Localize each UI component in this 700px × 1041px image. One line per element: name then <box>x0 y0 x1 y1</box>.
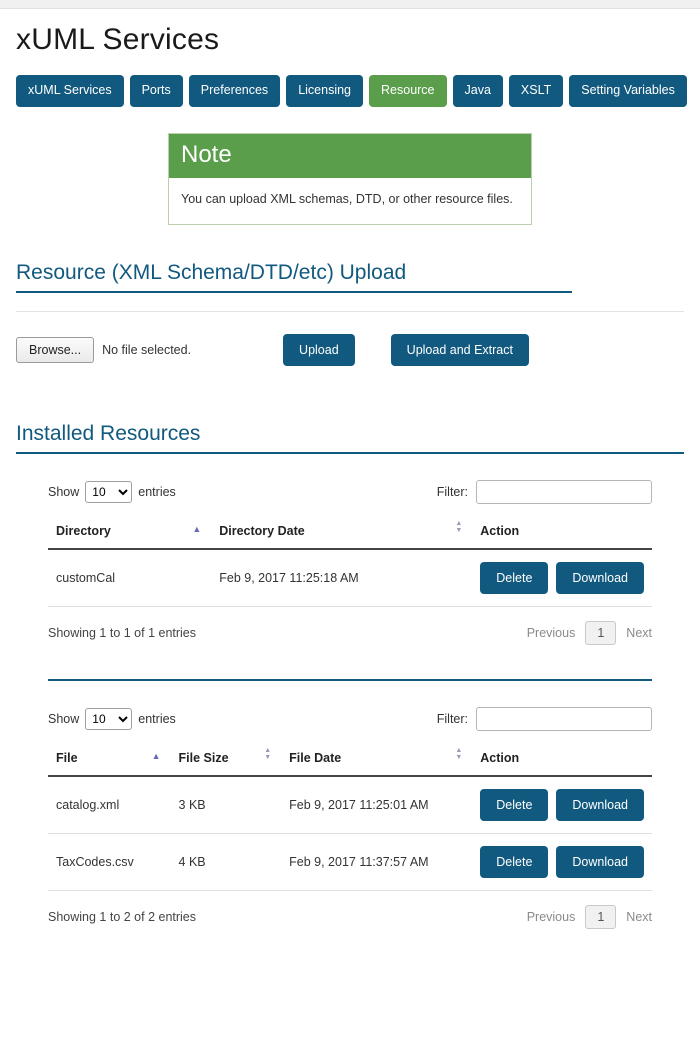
file-table <box>48 745 652 891</box>
directory-entries-select[interactable] <box>85 481 132 503</box>
directory-filter-label: Filter: <box>436 485 468 500</box>
directory-previous-button[interactable]: Previous <box>526 626 576 641</box>
tab-ports[interactable]: Ports <box>130 75 183 107</box>
table-row <box>48 776 652 834</box>
file-action-group <box>480 846 644 878</box>
file-entries-info: Showing 1 to 2 of 2 entries <box>48 910 197 925</box>
directory-table-footer <box>16 607 684 645</box>
directory-col-action: Action <box>472 518 652 549</box>
window-top-bar <box>0 0 700 9</box>
file-cell-action <box>472 834 652 891</box>
download-button[interactable]: Download <box>556 846 644 878</box>
file-previous-button[interactable]: Previous <box>526 910 576 925</box>
tab-java[interactable]: Java <box>453 75 503 107</box>
file-table-footer <box>16 891 684 929</box>
section-divider <box>48 679 652 681</box>
file-page-1-button[interactable]: 1 <box>585 905 616 929</box>
browse-button[interactable]: Browse... <box>16 337 94 363</box>
tab-resource[interactable]: Resource <box>369 75 447 107</box>
page-title: xUML Services <box>16 23 220 56</box>
tab-bar <box>16 75 684 107</box>
note-box <box>168 133 532 225</box>
directory-col-directory[interactable]: Directory ▲ <box>48 518 211 549</box>
delete-button[interactable]: Delete <box>480 789 548 821</box>
directory-show-label: Show <box>48 485 80 500</box>
directory-next-button[interactable]: Next <box>626 626 652 641</box>
file-cell-date: Feb 9, 2017 11:25:01 AM <box>281 776 472 834</box>
table-row <box>48 834 652 891</box>
installed-resources-title: Installed Resources <box>16 422 684 454</box>
page-content <box>0 23 700 929</box>
upload-button[interactable]: Upload <box>283 334 355 366</box>
file-filter-input[interactable] <box>476 707 652 731</box>
tab-licensing[interactable]: Licensing <box>286 75 363 107</box>
directory-show-entries <box>48 481 176 503</box>
file-cell-name: TaxCodes.csv <box>48 834 171 891</box>
directory-cell-name: customCal <box>48 549 211 607</box>
delete-button[interactable]: Delete <box>480 562 548 594</box>
upload-section-title: Resource (XML Schema/DTD/etc) Upload <box>16 261 572 293</box>
directory-entries-label: entries <box>138 485 176 500</box>
file-cell-name: catalog.xml <box>48 776 171 834</box>
file-entries-select[interactable] <box>85 708 132 730</box>
delete-button[interactable]: Delete <box>480 846 548 878</box>
directory-table-block <box>16 480 684 645</box>
file-table-block <box>16 707 684 929</box>
directory-filter-group <box>437 480 652 504</box>
upload-and-extract-button[interactable]: Upload and Extract <box>391 334 529 366</box>
file-show-label: Show <box>48 712 80 727</box>
download-button[interactable]: Download <box>556 789 644 821</box>
file-col-date[interactable]: File Date ▲ ▼ <box>281 745 472 776</box>
file-cell-size: 3 KB <box>171 776 282 834</box>
upload-row <box>16 311 684 366</box>
directory-table-controls <box>16 480 684 504</box>
tab-xuml-services[interactable]: xUML Services <box>16 75 124 107</box>
file-pagination <box>527 905 652 929</box>
file-action-group <box>480 789 644 821</box>
file-table-controls <box>16 707 684 731</box>
directory-table-header-row <box>48 518 652 549</box>
file-next-button[interactable]: Next <box>626 910 652 925</box>
file-cell-size: 4 KB <box>171 834 282 891</box>
directory-page-1-button[interactable]: 1 <box>585 621 616 645</box>
file-cell-action <box>472 776 652 834</box>
note-heading: Note <box>169 134 531 178</box>
file-col-action: Action <box>472 745 652 776</box>
tab-xslt[interactable]: XSLT <box>509 75 563 107</box>
file-col-size[interactable]: File Size ▲ ▼ <box>171 745 282 776</box>
directory-action-group <box>480 562 644 594</box>
table-row <box>48 549 652 607</box>
tab-setting-variables[interactable]: Setting Variables <box>569 75 687 107</box>
file-status-label: No file selected. <box>102 343 192 358</box>
file-filter-group <box>437 707 652 731</box>
tab-preferences[interactable]: Preferences <box>189 75 280 107</box>
directory-pagination <box>527 621 652 645</box>
note-text: You can upload XML schemas, DTD, or other resource files. <box>181 192 513 207</box>
directory-table <box>48 518 652 607</box>
directory-filter-input[interactable] <box>476 480 652 504</box>
download-button[interactable]: Download <box>556 562 644 594</box>
directory-cell-date: Feb 9, 2017 11:25:18 AM <box>211 549 472 607</box>
file-entries-label: entries <box>138 712 176 727</box>
file-col-file[interactable]: File ▲ <box>48 745 171 776</box>
file-show-entries <box>48 708 176 730</box>
directory-col-date[interactable]: Directory Date ▲ ▼ <box>211 518 472 549</box>
file-table-header-row <box>48 745 652 776</box>
file-cell-date: Feb 9, 2017 11:37:57 AM <box>281 834 472 891</box>
directory-entries-info: Showing 1 to 1 of 1 entries <box>48 626 197 641</box>
directory-cell-action <box>472 549 652 607</box>
file-filter-label: Filter: <box>436 712 468 727</box>
